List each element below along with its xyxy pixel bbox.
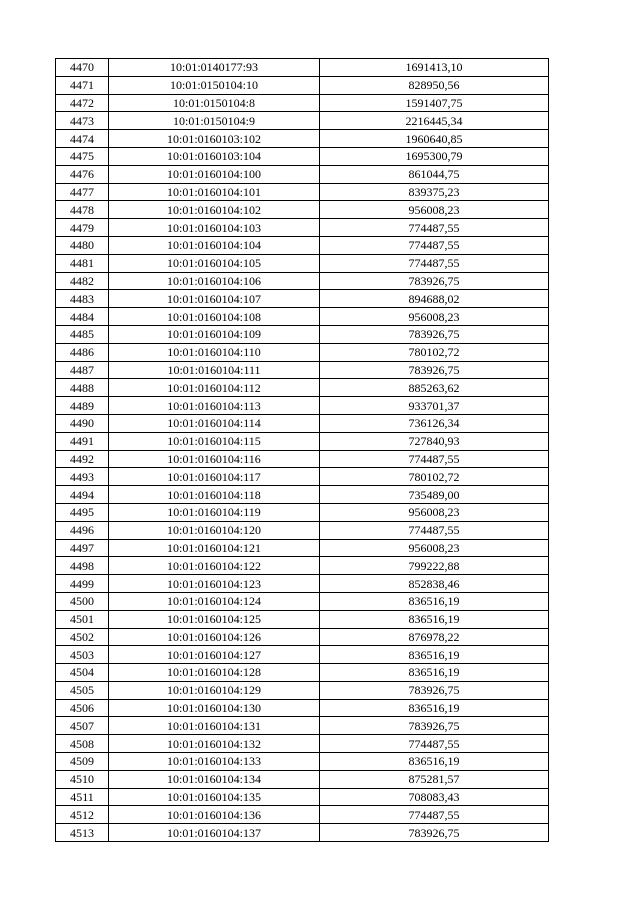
cadastral-value-cell: 839375,23 <box>320 183 549 201</box>
cadastral-number-cell: 10:01:0160104:130 <box>109 699 320 717</box>
table-row <box>56 165 549 183</box>
row-number-cell: 4487 <box>56 361 109 379</box>
cadastral-value-cell: 2216445,34 <box>320 112 549 130</box>
cadastral-value-cell: 774487,55 <box>320 521 549 539</box>
row-number-cell: 4484 <box>56 308 109 326</box>
cadastral-value-cell: 783926,75 <box>320 361 549 379</box>
cadastral-value-cell: 780102,72 <box>320 343 549 361</box>
cadastral-value-cell: 836516,19 <box>320 753 549 771</box>
cadastral-number-cell: 10:01:0150104:8 <box>109 94 320 112</box>
table-row <box>56 788 549 806</box>
table-row <box>56 628 549 646</box>
row-number-cell: 4503 <box>56 646 109 664</box>
cadastral-value-cell: 783926,75 <box>320 681 549 699</box>
cadastral-number-cell: 10:01:0160104:128 <box>109 664 320 682</box>
row-number-cell: 4478 <box>56 201 109 219</box>
cadastral-value-cell: 933701,37 <box>320 397 549 415</box>
table-row <box>56 610 549 628</box>
table-row <box>56 735 549 753</box>
row-number-cell: 4476 <box>56 165 109 183</box>
cadastral-value-cell: 828950,56 <box>320 76 549 94</box>
cadastral-number-cell: 10:01:0160104:122 <box>109 557 320 575</box>
cadastral-value-cell: 885263,62 <box>320 379 549 397</box>
table-row <box>56 183 549 201</box>
table-body <box>56 59 549 842</box>
cadastral-value-cell: 1691413,10 <box>320 59 549 77</box>
cadastral-value-cell: 783926,75 <box>320 717 549 735</box>
row-number-cell: 4482 <box>56 272 109 290</box>
row-number-cell: 4499 <box>56 575 109 593</box>
row-number-cell: 4474 <box>56 130 109 148</box>
cadastral-number-cell: 10:01:0160104:104 <box>109 236 320 254</box>
row-number-cell: 4479 <box>56 219 109 237</box>
cadastral-number-cell: 10:01:0160104:116 <box>109 450 320 468</box>
cadastral-number-cell: 10:01:0150104:10 <box>109 76 320 94</box>
table-row <box>56 343 549 361</box>
row-number-cell: 4475 <box>56 147 109 165</box>
row-number-cell: 4472 <box>56 94 109 112</box>
table-row <box>56 575 549 593</box>
cadastral-number-cell: 10:01:0160104:105 <box>109 254 320 272</box>
cadastral-value-cell: 780102,72 <box>320 468 549 486</box>
cadastral-value-cell: 727840,93 <box>320 432 549 450</box>
cadastral-value-cell: 875281,57 <box>320 770 549 788</box>
table-row <box>56 770 549 788</box>
table-row <box>56 325 549 343</box>
cadastral-number-cell: 10:01:0160103:102 <box>109 130 320 148</box>
cadastral-number-cell: 10:01:0160104:119 <box>109 503 320 521</box>
table-row <box>56 272 549 290</box>
row-number-cell: 4470 <box>56 59 109 77</box>
table-row <box>56 147 549 165</box>
cadastral-value-cell: 774487,55 <box>320 219 549 237</box>
cadastral-value-cell: 783926,75 <box>320 272 549 290</box>
table-row <box>56 397 549 415</box>
cadastral-number-cell: 10:01:0160104:112 <box>109 379 320 397</box>
table-row <box>56 112 549 130</box>
table-row <box>56 59 549 77</box>
row-number-cell: 4506 <box>56 699 109 717</box>
cadastral-value-cell: 894688,02 <box>320 290 549 308</box>
cadastral-value-cell: 774487,55 <box>320 450 549 468</box>
cadastral-number-cell: 10:01:0140177:93 <box>109 59 320 77</box>
row-number-cell: 4485 <box>56 325 109 343</box>
cadastral-number-cell: 10:01:0160104:113 <box>109 397 320 415</box>
cadastral-value-cell: 783926,75 <box>320 824 549 842</box>
cadastral-number-cell: 10:01:0160104:115 <box>109 432 320 450</box>
table-row <box>56 468 549 486</box>
cadastral-value-cell: 735489,00 <box>320 486 549 504</box>
cadastral-number-cell: 10:01:0160104:133 <box>109 753 320 771</box>
cadastral-value-cell: 783926,75 <box>320 325 549 343</box>
cadastral-value-cell: 774487,55 <box>320 806 549 824</box>
cadastral-value-cell: 861044,75 <box>320 165 549 183</box>
table-row <box>56 592 549 610</box>
cadastral-number-cell: 10:01:0160104:124 <box>109 592 320 610</box>
table-row <box>56 254 549 272</box>
row-number-cell: 4498 <box>56 557 109 575</box>
cadastral-number-cell: 10:01:0160103:104 <box>109 147 320 165</box>
row-number-cell: 4488 <box>56 379 109 397</box>
row-number-cell: 4491 <box>56 432 109 450</box>
cadastral-number-cell: 10:01:0160104:101 <box>109 183 320 201</box>
row-number-cell: 4500 <box>56 592 109 610</box>
cadastral-value-cell: 956008,23 <box>320 201 549 219</box>
row-number-cell: 4490 <box>56 414 109 432</box>
table-row <box>56 753 549 771</box>
cadastral-value-cell: 1695300,79 <box>320 147 549 165</box>
row-number-cell: 4507 <box>56 717 109 735</box>
table-row <box>56 681 549 699</box>
table-row <box>56 290 549 308</box>
table-row <box>56 486 549 504</box>
cadastral-value-cell: 836516,19 <box>320 699 549 717</box>
cadastral-value-table <box>55 58 549 842</box>
row-number-cell: 4504 <box>56 664 109 682</box>
cadastral-number-cell: 10:01:0160104:100 <box>109 165 320 183</box>
cadastral-value-cell: 876978,22 <box>320 628 549 646</box>
cadastral-number-cell: 10:01:0160104:110 <box>109 343 320 361</box>
cadastral-number-cell: 10:01:0160104:102 <box>109 201 320 219</box>
table-row <box>56 236 549 254</box>
table-row <box>56 308 549 326</box>
table-row <box>56 414 549 432</box>
cadastral-number-cell: 10:01:0160104:107 <box>109 290 320 308</box>
row-number-cell: 4492 <box>56 450 109 468</box>
table-row <box>56 521 549 539</box>
cadastral-value-cell: 956008,23 <box>320 503 549 521</box>
cadastral-number-cell: 10:01:0160104:126 <box>109 628 320 646</box>
table-row <box>56 717 549 735</box>
table-row <box>56 539 549 557</box>
cadastral-number-cell: 10:01:0160104:120 <box>109 521 320 539</box>
table-row <box>56 130 549 148</box>
cadastral-number-cell: 10:01:0160104:106 <box>109 272 320 290</box>
cadastral-value-cell: 836516,19 <box>320 592 549 610</box>
cadastral-value-cell: 956008,23 <box>320 539 549 557</box>
table-row <box>56 503 549 521</box>
row-number-cell: 4483 <box>56 290 109 308</box>
cadastral-number-cell: 10:01:0160104:131 <box>109 717 320 735</box>
cadastral-number-cell: 10:01:0160104:111 <box>109 361 320 379</box>
row-number-cell: 4480 <box>56 236 109 254</box>
table-row <box>56 646 549 664</box>
table-row <box>56 379 549 397</box>
cadastral-number-cell: 10:01:0160104:114 <box>109 414 320 432</box>
cadastral-value-cell: 836516,19 <box>320 610 549 628</box>
row-number-cell: 4493 <box>56 468 109 486</box>
row-number-cell: 4513 <box>56 824 109 842</box>
table-row <box>56 557 549 575</box>
row-number-cell: 4481 <box>56 254 109 272</box>
table-row <box>56 432 549 450</box>
cadastral-number-cell: 10:01:0160104:123 <box>109 575 320 593</box>
table-row <box>56 450 549 468</box>
table-row <box>56 201 549 219</box>
cadastral-value-cell: 774487,55 <box>320 254 549 272</box>
table-row <box>56 76 549 94</box>
cadastral-number-cell: 10:01:0160104:118 <box>109 486 320 504</box>
cadastral-value-cell: 1591407,75 <box>320 94 549 112</box>
row-number-cell: 4473 <box>56 112 109 130</box>
table-row <box>56 824 549 842</box>
cadastral-number-cell: 10:01:0160104:134 <box>109 770 320 788</box>
cadastral-value-cell: 774487,55 <box>320 735 549 753</box>
cadastral-value-cell: 1960640,85 <box>320 130 549 148</box>
cadastral-number-cell: 10:01:0160104:108 <box>109 308 320 326</box>
row-number-cell: 4501 <box>56 610 109 628</box>
table-row <box>56 664 549 682</box>
cadastral-value-cell: 774487,55 <box>320 236 549 254</box>
row-number-cell: 4508 <box>56 735 109 753</box>
cadastral-number-cell: 10:01:0160104:136 <box>109 806 320 824</box>
cadastral-number-cell: 10:01:0160104:103 <box>109 219 320 237</box>
row-number-cell: 4509 <box>56 753 109 771</box>
row-number-cell: 4496 <box>56 521 109 539</box>
cadastral-value-cell: 956008,23 <box>320 308 549 326</box>
row-number-cell: 4505 <box>56 681 109 699</box>
cadastral-value-cell: 708083,43 <box>320 788 549 806</box>
cadastral-number-cell: 10:01:0160104:127 <box>109 646 320 664</box>
cadastral-number-cell: 10:01:0160104:135 <box>109 788 320 806</box>
row-number-cell: 4495 <box>56 503 109 521</box>
row-number-cell: 4512 <box>56 806 109 824</box>
cadastral-value-cell: 736126,34 <box>320 414 549 432</box>
cadastral-number-cell: 10:01:0160104:125 <box>109 610 320 628</box>
cadastral-value-cell: 836516,19 <box>320 646 549 664</box>
cadastral-number-cell: 10:01:0160104:117 <box>109 468 320 486</box>
cadastral-value-cell: 852838,46 <box>320 575 549 593</box>
table-row <box>56 361 549 379</box>
cadastral-number-cell: 10:01:0160104:132 <box>109 735 320 753</box>
table-row <box>56 94 549 112</box>
row-number-cell: 4494 <box>56 486 109 504</box>
cadastral-value-cell: 836516,19 <box>320 664 549 682</box>
cadastral-number-cell: 10:01:0160104:109 <box>109 325 320 343</box>
cadastral-number-cell: 10:01:0160104:137 <box>109 824 320 842</box>
table-row <box>56 219 549 237</box>
cadastral-number-cell: 10:01:0160104:121 <box>109 539 320 557</box>
table-row <box>56 806 549 824</box>
table-row <box>56 699 549 717</box>
row-number-cell: 4497 <box>56 539 109 557</box>
row-number-cell: 4489 <box>56 397 109 415</box>
cadastral-number-cell: 10:01:0160104:129 <box>109 681 320 699</box>
row-number-cell: 4502 <box>56 628 109 646</box>
row-number-cell: 4511 <box>56 788 109 806</box>
row-number-cell: 4471 <box>56 76 109 94</box>
cadastral-value-cell: 799222,88 <box>320 557 549 575</box>
row-number-cell: 4510 <box>56 770 109 788</box>
row-number-cell: 4486 <box>56 343 109 361</box>
cadastral-number-cell: 10:01:0150104:9 <box>109 112 320 130</box>
row-number-cell: 4477 <box>56 183 109 201</box>
